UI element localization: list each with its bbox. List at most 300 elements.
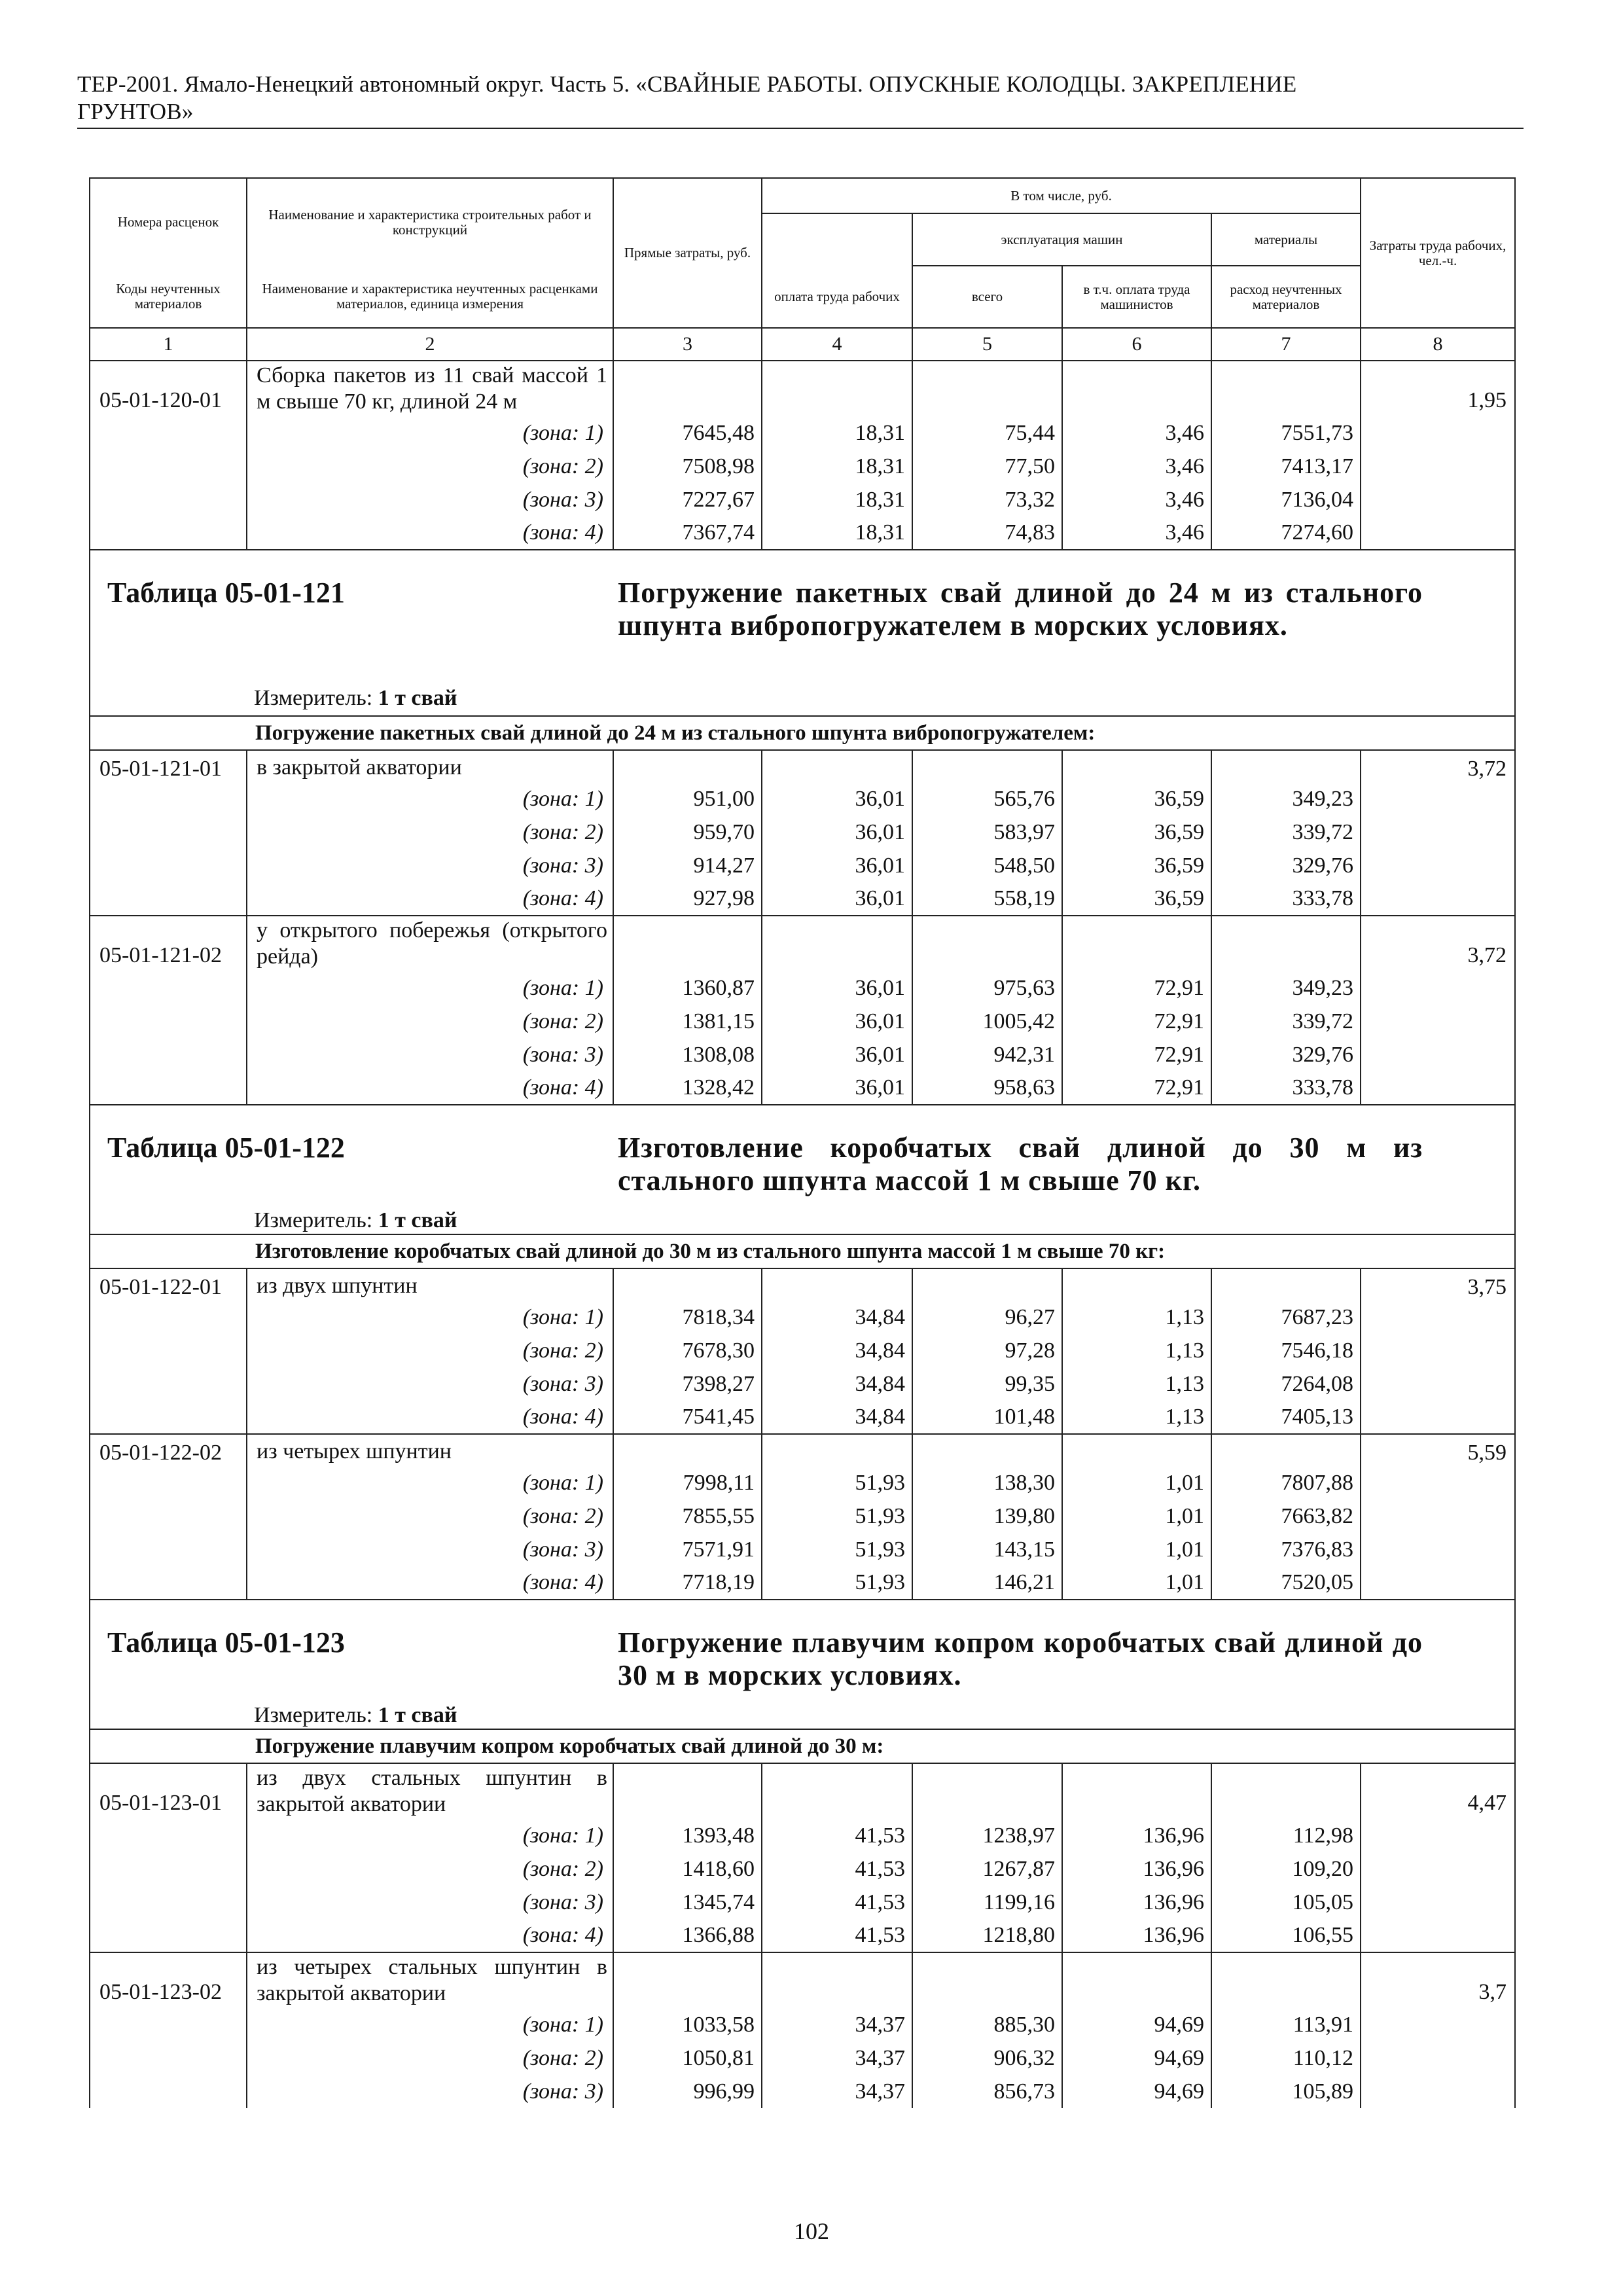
empty-cell xyxy=(613,1952,762,2008)
empty-cell xyxy=(90,2075,247,2108)
cost-value: 7227,67 xyxy=(613,483,762,516)
cost-value: 7541,45 xyxy=(613,1401,762,1434)
cost-value: 1,01 xyxy=(1062,1466,1211,1499)
table-id: Таблица 05-01-122 xyxy=(107,1132,345,1164)
cost-value: 7998,11 xyxy=(613,1466,762,1499)
cost-value: 7376,83 xyxy=(1211,1533,1361,1566)
measure-label: Измеритель: xyxy=(254,1703,373,1727)
zone-label: (зона: 2) xyxy=(247,1334,613,1367)
cost-value: 72,91 xyxy=(1062,1005,1211,1038)
zone-row xyxy=(90,1300,1515,1334)
measure-value: 1 т свай xyxy=(378,1208,457,1232)
cost-value: 51,93 xyxy=(762,1533,912,1566)
cost-value: 1360,87 xyxy=(613,971,762,1005)
table-title-cell xyxy=(90,1105,1515,1234)
cost-value: 1238,97 xyxy=(912,1819,1062,1852)
cost-value: 51,93 xyxy=(762,1566,912,1600)
table-title-cell xyxy=(90,550,1515,716)
rate-description: в закрытой акватории xyxy=(247,750,613,782)
zone-row xyxy=(90,1005,1515,1038)
empty-cell xyxy=(1361,816,1515,849)
document-header xyxy=(77,71,1524,126)
empty-cell xyxy=(1361,416,1515,450)
zone-label: (зона: 2) xyxy=(247,2041,613,2075)
measure xyxy=(254,1702,457,1729)
header-line-2: ГРУНТОВ» xyxy=(77,99,194,124)
empty-cell xyxy=(90,1300,247,1334)
zone-row xyxy=(90,849,1515,882)
cost-value: 136,96 xyxy=(1062,1852,1211,1886)
labor-cost: 3,75 xyxy=(1361,1268,1515,1300)
cost-value: 1,01 xyxy=(1062,1566,1211,1600)
empty-cell xyxy=(1361,849,1515,882)
empty-cell xyxy=(90,1334,247,1367)
cost-value: 72,91 xyxy=(1062,1038,1211,1071)
empty-cell xyxy=(90,816,247,849)
zone-row xyxy=(90,1819,1515,1852)
rate-description: из двух шпунтин xyxy=(247,1268,613,1300)
cost-value: 72,91 xyxy=(1062,971,1211,1005)
header-unaccounted-materials: расход неучтенных материалов xyxy=(1211,266,1361,328)
cost-value: 139,80 xyxy=(912,1499,1062,1533)
cost-value: 97,28 xyxy=(912,1334,1062,1367)
cost-value: 3,46 xyxy=(1062,516,1211,550)
empty-cell xyxy=(762,1434,912,1466)
zone-row xyxy=(90,1499,1515,1533)
empty-cell xyxy=(90,1566,247,1600)
empty-cell xyxy=(1211,1434,1361,1466)
cost-value: 927,98 xyxy=(613,882,762,916)
header-direct-costs: Прямые затраты, руб. xyxy=(613,178,762,328)
empty-cell xyxy=(1361,1919,1515,1952)
empty-cell xyxy=(1361,1852,1515,1886)
cost-value: 146,21 xyxy=(912,1566,1062,1600)
zone-label: (зона: 1) xyxy=(247,971,613,1005)
zone-label: (зона: 2) xyxy=(247,450,613,483)
cost-value: 1393,48 xyxy=(613,1819,762,1852)
rate-code: 05-01-120-01 xyxy=(90,361,247,416)
zone-row xyxy=(90,483,1515,516)
header-name-bottom: Наименование и характеристика неучтенных расценками материалов, единица измерения xyxy=(247,266,613,328)
cost-value: 77,50 xyxy=(912,450,1062,483)
header-machinists-wages: в т.ч. оплата труда машинистов xyxy=(1062,266,1211,328)
column-number: 7 xyxy=(1211,328,1361,361)
cost-value: 7398,27 xyxy=(613,1367,762,1401)
table-row xyxy=(90,361,1515,416)
zone-row xyxy=(90,416,1515,450)
zone-label: (зона: 3) xyxy=(247,2075,613,2108)
labor-cost: 3,72 xyxy=(1361,916,1515,971)
empty-cell xyxy=(90,1499,247,1533)
cost-value: 329,76 xyxy=(1211,1038,1361,1071)
zone-label: (зона: 3) xyxy=(247,849,613,882)
empty-cell xyxy=(90,1071,247,1105)
empty-cell xyxy=(90,782,247,816)
cost-value: 136,96 xyxy=(1062,1819,1211,1852)
section-row xyxy=(90,716,1515,750)
zone-row xyxy=(90,816,1515,849)
table-title: Изготовление коробчатых свай длиной до 30 м из стального шпунта массой 1 м свыше 70 кг. xyxy=(618,1132,1423,1196)
cost-value: 975,63 xyxy=(912,971,1062,1005)
cost-value: 36,59 xyxy=(1062,882,1211,916)
cost-value: 36,01 xyxy=(762,782,912,816)
cost-value: 333,78 xyxy=(1211,1071,1361,1105)
cost-value: 1218,80 xyxy=(912,1919,1062,1952)
column-number: 5 xyxy=(912,328,1062,361)
zone-label: (зона: 2) xyxy=(247,816,613,849)
cost-value: 112,98 xyxy=(1211,1819,1361,1852)
zone-row xyxy=(90,1533,1515,1566)
empty-cell xyxy=(1062,1952,1211,2008)
empty-cell xyxy=(762,1952,912,2008)
cost-value: 34,37 xyxy=(762,2008,912,2041)
empty-cell xyxy=(1062,916,1211,971)
zone-label: (зона: 3) xyxy=(247,1038,613,1071)
zone-row xyxy=(90,1466,1515,1499)
empty-cell xyxy=(90,450,247,483)
cost-value: 1005,42 xyxy=(912,1005,1062,1038)
labor-cost: 4,47 xyxy=(1361,1763,1515,1819)
zone-row xyxy=(90,450,1515,483)
cost-value: 339,72 xyxy=(1211,1005,1361,1038)
empty-cell xyxy=(912,916,1062,971)
labor-cost: 1,95 xyxy=(1361,361,1515,416)
cost-value: 1267,87 xyxy=(912,1852,1062,1886)
empty-cell xyxy=(1361,483,1515,516)
empty-cell xyxy=(1211,1763,1361,1819)
cost-value: 7274,60 xyxy=(1211,516,1361,550)
cost-value: 34,84 xyxy=(762,1334,912,1367)
table-title: Погружение пакетных свай длиной до 24 м из стального шпунта вибропогружателем в морских условиях. xyxy=(618,577,1423,641)
empty-cell xyxy=(1211,1952,1361,2008)
empty-cell xyxy=(1361,2008,1515,2041)
page-number: 102 xyxy=(794,2218,829,2244)
zone-label: (зона: 1) xyxy=(247,416,613,450)
column-number: 6 xyxy=(1062,328,1211,361)
cost-value: 18,31 xyxy=(762,450,912,483)
section-row xyxy=(90,1729,1515,1763)
empty-cell xyxy=(90,416,247,450)
zone-row xyxy=(90,1071,1515,1105)
cost-value: 959,70 xyxy=(613,816,762,849)
zone-label: (зона: 4) xyxy=(247,1566,613,1600)
cost-value: 110,12 xyxy=(1211,2041,1361,2075)
empty-cell xyxy=(1361,1466,1515,1499)
cost-value: 73,32 xyxy=(912,483,1062,516)
measure-value: 1 т свай xyxy=(378,686,457,710)
empty-cell xyxy=(1361,1038,1515,1071)
zone-row xyxy=(90,782,1515,816)
empty-cell xyxy=(1062,1434,1211,1466)
cost-value: 1,13 xyxy=(1062,1401,1211,1434)
cost-value: 885,30 xyxy=(912,2008,1062,2041)
cost-value: 7264,08 xyxy=(1211,1367,1361,1401)
section-title: Погружение пакетных свай длиной до 24 м из стального шпунта вибропогружателем: xyxy=(90,716,1515,750)
measure xyxy=(254,1208,457,1234)
zone-label: (зона: 2) xyxy=(247,1852,613,1886)
zone-row xyxy=(90,1401,1515,1434)
cost-value: 113,91 xyxy=(1211,2008,1361,2041)
cost-value: 51,93 xyxy=(762,1466,912,1499)
cost-value: 41,53 xyxy=(762,1852,912,1886)
measure-label: Измеритель: xyxy=(254,1208,373,1232)
empty-cell xyxy=(90,1038,247,1071)
cost-value: 36,59 xyxy=(1062,849,1211,882)
zone-label: (зона: 1) xyxy=(247,2008,613,2041)
empty-cell xyxy=(762,1763,912,1819)
empty-cell xyxy=(1361,1071,1515,1105)
empty-cell xyxy=(1361,1533,1515,1566)
cost-value: 105,89 xyxy=(1211,2075,1361,2108)
zone-row xyxy=(90,1886,1515,1919)
rate-description: из двух стальных шпунтин в закрытой акватории xyxy=(247,1763,613,1819)
empty-cell xyxy=(90,1819,247,1852)
zone-label: (зона: 4) xyxy=(247,882,613,916)
section-title: Погружение плавучим копром коробчатых свай длиной до 30 м: xyxy=(90,1729,1515,1763)
cost-value: 94,69 xyxy=(1062,2041,1211,2075)
zone-row xyxy=(90,2008,1515,2041)
empty-cell xyxy=(1361,2041,1515,2075)
table-title: Погружение плавучим копром коробчатых свай длиной до 30 м в морских условиях. xyxy=(618,1626,1423,1691)
empty-cell xyxy=(90,1466,247,1499)
empty-cell xyxy=(90,1852,247,1886)
cost-value: 7546,18 xyxy=(1211,1334,1361,1367)
header-code: Номера расценок xyxy=(90,178,247,266)
cost-value: 18,31 xyxy=(762,416,912,450)
cost-value: 94,69 xyxy=(1062,2075,1211,2108)
zone-label: (зона: 4) xyxy=(247,516,613,550)
zone-label: (зона: 3) xyxy=(247,1533,613,1566)
zone-label: (зона: 4) xyxy=(247,1919,613,1952)
cost-value: 41,53 xyxy=(762,1919,912,1952)
cost-value: 34,84 xyxy=(762,1367,912,1401)
cost-value: 1381,15 xyxy=(613,1005,762,1038)
cost-value: 96,27 xyxy=(912,1300,1062,1334)
empty-cell xyxy=(762,916,912,971)
rate-code: 05-01-122-01 xyxy=(90,1268,247,1300)
cost-value: 7718,19 xyxy=(613,1566,762,1600)
cost-value: 7645,48 xyxy=(613,416,762,450)
header-line-1: ТЕР-2001. Ямало-Ненецкий автономный округ. Часть 5. «СВАЙНЫЕ РАБОТЫ. ОПУСКНЫЕ КОЛОДЦЫ. ЗАКРЕПЛЕНИЕ xyxy=(77,71,1297,97)
empty-cell xyxy=(1361,1819,1515,1852)
cost-value: 36,59 xyxy=(1062,816,1211,849)
empty-cell xyxy=(912,361,1062,416)
cost-value: 1366,88 xyxy=(613,1919,762,1952)
header-wages-top xyxy=(762,213,912,266)
empty-cell xyxy=(1361,782,1515,816)
empty-cell xyxy=(762,361,912,416)
header-labor: Затраты труда рабочих, чел.-ч. xyxy=(1361,178,1515,328)
column-number: 4 xyxy=(762,328,912,361)
cost-value: 583,97 xyxy=(912,816,1062,849)
cost-value: 1050,81 xyxy=(613,2041,762,2075)
empty-cell xyxy=(90,1919,247,1952)
rate-code: 05-01-123-01 xyxy=(90,1763,247,1819)
column-number: 2 xyxy=(247,328,613,361)
zone-label: (зона: 1) xyxy=(247,782,613,816)
rates-table-container xyxy=(89,177,1514,2108)
cost-value: 565,76 xyxy=(912,782,1062,816)
zone-row xyxy=(90,1919,1515,1952)
empty-cell xyxy=(1361,882,1515,916)
labor-cost: 3,7 xyxy=(1361,1952,1515,2008)
cost-value: 1,13 xyxy=(1062,1334,1211,1367)
cost-value: 349,23 xyxy=(1211,971,1361,1005)
cost-value: 138,30 xyxy=(912,1466,1062,1499)
table-row xyxy=(90,1434,1515,1466)
zone-row xyxy=(90,1038,1515,1071)
cost-value: 951,00 xyxy=(613,782,762,816)
empty-cell xyxy=(1361,2075,1515,2108)
section-row xyxy=(90,1234,1515,1268)
column-numbers-row xyxy=(90,328,1515,361)
cost-value: 1418,60 xyxy=(613,1852,762,1886)
empty-cell xyxy=(613,1434,762,1466)
table-row xyxy=(90,1952,1515,2008)
cost-value: 75,44 xyxy=(912,416,1062,450)
cost-value: 105,05 xyxy=(1211,1886,1361,1919)
zone-label: (зона: 3) xyxy=(247,1367,613,1401)
empty-cell xyxy=(1361,1005,1515,1038)
empty-cell xyxy=(912,1763,1062,1819)
rate-code: 05-01-123-02 xyxy=(90,1952,247,2008)
zone-label: (зона: 4) xyxy=(247,1071,613,1105)
cost-value: 339,72 xyxy=(1211,816,1361,849)
empty-cell xyxy=(90,483,247,516)
empty-cell xyxy=(1361,1367,1515,1401)
cost-value: 329,76 xyxy=(1211,849,1361,882)
table-row xyxy=(90,1268,1515,1300)
rate-description: из четырех стальных шпунтин в закрытой акватории xyxy=(247,1952,613,2008)
cost-value: 109,20 xyxy=(1211,1852,1361,1886)
empty-cell xyxy=(90,516,247,550)
empty-cell xyxy=(1361,1499,1515,1533)
empty-cell xyxy=(90,1886,247,1919)
cost-value: 36,59 xyxy=(1062,782,1211,816)
empty-cell xyxy=(762,1268,912,1300)
cost-value: 1,13 xyxy=(1062,1300,1211,1334)
measure xyxy=(254,685,457,711)
empty-cell xyxy=(90,849,247,882)
cost-value: 1199,16 xyxy=(912,1886,1062,1919)
zone-label: (зона: 1) xyxy=(247,1300,613,1334)
cost-value: 349,23 xyxy=(1211,782,1361,816)
cost-value: 7687,23 xyxy=(1211,1300,1361,1334)
cost-value: 3,46 xyxy=(1062,450,1211,483)
cost-value: 996,99 xyxy=(613,2075,762,2108)
measure-value: 1 т свай xyxy=(378,1703,457,1727)
cost-value: 906,32 xyxy=(912,2041,1062,2075)
cost-value: 1328,42 xyxy=(613,1071,762,1105)
header-code-bottom: Коды неучтенных материалов xyxy=(90,266,247,328)
empty-cell xyxy=(90,1005,247,1038)
cost-value: 18,31 xyxy=(762,516,912,550)
rate-description: Сборка пакетов из 11 свай массой 1 м свыше 70 кг, длиной 24 м xyxy=(247,361,613,416)
cost-value: 7413,17 xyxy=(1211,450,1361,483)
zone-label: (зона: 3) xyxy=(247,483,613,516)
cost-value: 7136,04 xyxy=(1211,483,1361,516)
column-number: 8 xyxy=(1361,328,1515,361)
empty-cell xyxy=(1211,750,1361,782)
cost-value: 3,46 xyxy=(1062,416,1211,450)
cost-value: 7551,73 xyxy=(1211,416,1361,450)
table-id: Таблица 05-01-121 xyxy=(107,577,345,609)
cost-value: 34,84 xyxy=(762,1300,912,1334)
rate-code: 05-01-122-02 xyxy=(90,1434,247,1466)
empty-cell xyxy=(90,882,247,916)
zone-row xyxy=(90,2041,1515,2075)
zone-row xyxy=(90,516,1515,550)
zone-label: (зона: 2) xyxy=(247,1005,613,1038)
cost-value: 41,53 xyxy=(762,1886,912,1919)
empty-cell xyxy=(1211,361,1361,416)
cost-value: 101,48 xyxy=(912,1401,1062,1434)
zone-label: (зона: 4) xyxy=(247,1401,613,1434)
column-number: 3 xyxy=(613,328,762,361)
cost-value: 1,01 xyxy=(1062,1533,1211,1566)
empty-cell xyxy=(912,1952,1062,2008)
zone-row xyxy=(90,1367,1515,1401)
zone-row xyxy=(90,2075,1515,2108)
cost-value: 1,13 xyxy=(1062,1367,1211,1401)
cost-value: 74,83 xyxy=(912,516,1062,550)
zone-label: (зона: 3) xyxy=(247,1886,613,1919)
zone-label: (зона: 2) xyxy=(247,1499,613,1533)
table-row xyxy=(90,916,1515,971)
empty-cell xyxy=(1361,1886,1515,1919)
cost-value: 333,78 xyxy=(1211,882,1361,916)
cost-value: 558,19 xyxy=(912,882,1062,916)
empty-cell xyxy=(1211,916,1361,971)
cost-value: 914,27 xyxy=(613,849,762,882)
empty-cell xyxy=(613,750,762,782)
header-machines: эксплуатация машин xyxy=(912,213,1211,266)
cost-value: 548,50 xyxy=(912,849,1062,882)
empty-cell xyxy=(90,2008,247,2041)
table-title-cell xyxy=(90,1600,1515,1729)
rate-description: у открытого побережья (открытого рейда) xyxy=(247,916,613,971)
cost-value: 36,01 xyxy=(762,971,912,1005)
cost-value: 106,55 xyxy=(1211,1919,1361,1952)
empty-cell xyxy=(90,1533,247,1566)
table-header xyxy=(90,178,1515,361)
cost-value: 7405,13 xyxy=(1211,1401,1361,1434)
labor-cost: 5,59 xyxy=(1361,1434,1515,1466)
rate-code: 05-01-121-02 xyxy=(90,916,247,971)
empty-cell xyxy=(912,750,1062,782)
labor-cost: 3,72 xyxy=(1361,750,1515,782)
empty-cell xyxy=(613,1763,762,1819)
empty-cell xyxy=(1361,971,1515,1005)
table-row xyxy=(90,750,1515,782)
cost-value: 36,01 xyxy=(762,816,912,849)
empty-cell xyxy=(1361,1401,1515,1434)
column-number: 1 xyxy=(90,328,247,361)
header-including: В том числе, руб. xyxy=(762,178,1361,213)
cost-value: 3,46 xyxy=(1062,483,1211,516)
cost-value: 942,31 xyxy=(912,1038,1062,1071)
empty-cell xyxy=(613,1268,762,1300)
zone-row xyxy=(90,882,1515,916)
header-wages: оплата труда рабочих xyxy=(762,266,912,328)
cost-value: 7367,74 xyxy=(613,516,762,550)
zone-row xyxy=(90,1566,1515,1600)
cost-value: 7818,34 xyxy=(613,1300,762,1334)
cost-value: 7663,82 xyxy=(1211,1499,1361,1533)
empty-cell xyxy=(762,750,912,782)
empty-cell xyxy=(1062,1763,1211,1819)
cost-value: 1033,58 xyxy=(613,2008,762,2041)
